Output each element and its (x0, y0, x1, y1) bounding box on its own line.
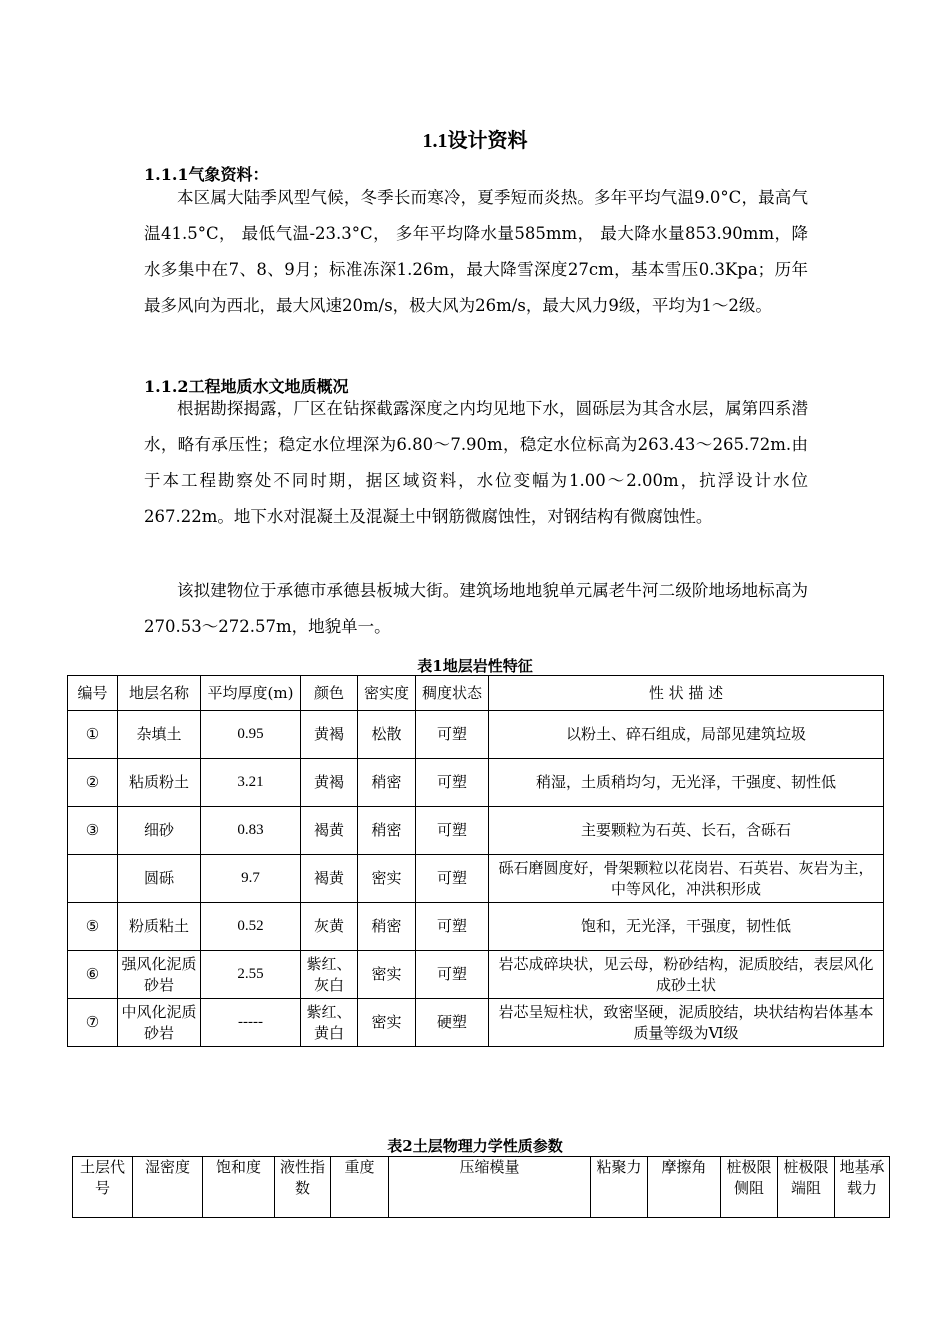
cell-consistency: 硬塑 (416, 999, 489, 1047)
cell-thickness: ----- (201, 999, 301, 1047)
cell-name: 中风化泥质砂岩 (118, 999, 201, 1047)
cell-id: ① (68, 711, 118, 759)
header-cell: 地层名称 (118, 676, 201, 711)
cell-description: 饱和，无光泽，干强度，韧性低 (489, 903, 884, 951)
cell-color: 褐黄 (301, 855, 358, 903)
table-row (68, 903, 884, 951)
geology-paragraph-1: 根据勘探揭露，厂区在钻探截露深度之内均见地下水，圆砾层为其含水层，属第四系潜水，略有承压性；稳定水位埋深为6.80～7.90m，稳定水位标高为263.43～265.72m.由于本工程勘察处不同时期，据区域资料，水位变幅为1.00～2.00m，抗浮设计水位267.22m。地下水对混凝土及混凝土中钢筋微腐蚀性，对钢结构有微腐蚀性。 (144, 399, 808, 526)
cell-name: 杂填土 (118, 711, 201, 759)
header-cell: 编号 (68, 676, 118, 711)
cell-thickness: 2.55 (201, 951, 301, 999)
cell-id: ⑦ (68, 999, 118, 1047)
cell-density: 密实 (358, 951, 416, 999)
header-cell: 饱和度 (203, 1157, 275, 1218)
header-cell: 重度 (331, 1157, 389, 1218)
header-cell: 性 状 描 述 (489, 676, 884, 711)
cell-id (68, 855, 118, 903)
table1-caption: 表1地层岩性特征 (417, 657, 533, 675)
cell-description: 稍湿，土质稍均匀，无光泽，干强度、韧性低 (489, 759, 884, 807)
cell-description: 岩芯成碎块状，见云母，粉砂结构，泥质胶结，表层风化成砂土状 (489, 951, 884, 999)
cell-thickness: 0.83 (201, 807, 301, 855)
cell-consistency: 可塑 (416, 807, 489, 855)
table-row (68, 951, 884, 999)
cell-id: ⑥ (68, 951, 118, 999)
table2-caption: 表2土层物理力学性质参数 (387, 1137, 563, 1155)
cell-consistency: 可塑 (416, 759, 489, 807)
table-header-row (73, 1157, 890, 1218)
cell-density: 稍密 (358, 903, 416, 951)
table-header-row (68, 676, 884, 711)
header-cell: 颜色 (301, 676, 358, 711)
weather-paragraph: 本区属大陆季风型气候，冬季长而寒冷，夏季短而炎热。多年平均气温9.0°C，最高气温41.5°C， 最低气温-23.3°C， 多年平均降水量585mm， 最大降水量853.90mm，降水多集中在7、8、9月；标准冻深1.26m，最大降雪深度27cm，基本雪压0.3Kpa；历年最多风向为西北，最大风速20m/s，极大风为26m/s，最大风力9级，平均为1～2级。 (144, 188, 808, 315)
geology-heading: 1.1.2工程地质水文地质概况 (144, 377, 349, 396)
cell-color: 灰黄 (301, 903, 358, 951)
cell-name: 细砂 (118, 807, 201, 855)
cell-name: 强风化泥质砂岩 (118, 951, 201, 999)
weather-heading: 1.1.1气象资料： (144, 165, 269, 184)
cell-color: 黄褐 (301, 711, 358, 759)
cell-id: ⑤ (68, 903, 118, 951)
header-cell: 土层代号 (73, 1157, 133, 1218)
table-row (68, 711, 884, 759)
cell-consistency: 可塑 (416, 855, 489, 903)
section-title: 1.1设计资料 (422, 130, 528, 152)
table-row (68, 807, 884, 855)
header-cell: 桩极限侧阻 (721, 1157, 778, 1218)
cell-description: 以粉土、碎石组成，局部见建筑垃圾 (489, 711, 884, 759)
cell-description: 砾石磨圆度好，骨架颗粒以花岗岩、石英岩、灰岩为主，中等风化，冲洪积形成 (489, 855, 884, 903)
cell-thickness: 0.95 (201, 711, 301, 759)
soil-parameters-table (72, 1156, 890, 1218)
cell-thickness: 3.21 (201, 759, 301, 807)
cell-thickness: 9.7 (201, 855, 301, 903)
table-row (68, 999, 884, 1047)
cell-density: 稍密 (358, 759, 416, 807)
cell-consistency: 可塑 (416, 951, 489, 999)
header-cell: 压缩模量 (389, 1157, 591, 1218)
strata-table (67, 675, 884, 1047)
cell-color: 褐黄 (301, 807, 358, 855)
cell-color: 紫红、灰白 (301, 951, 358, 999)
header-cell: 桩极限端阻 (778, 1157, 835, 1218)
cell-name: 粘质粉土 (118, 759, 201, 807)
cell-name: 粉质粘土 (118, 903, 201, 951)
table-row (68, 759, 884, 807)
cell-density: 密实 (358, 999, 416, 1047)
header-cell: 密实度 (358, 676, 416, 711)
cell-consistency: 可塑 (416, 711, 489, 759)
cell-id: ② (68, 759, 118, 807)
header-cell: 地基承载力 (835, 1157, 890, 1218)
header-cell: 粘聚力 (591, 1157, 648, 1218)
cell-description: 岩芯呈短柱状，致密坚硬，泥质胶结，块状结构岩体基本质量等级为Ⅵ级 (489, 999, 884, 1047)
header-cell: 液性指数 (275, 1157, 331, 1218)
cell-description: 主要颗粒为石英、长石，含砾石 (489, 807, 884, 855)
header-cell: 平均厚度(m) (201, 676, 301, 711)
table-row (68, 855, 884, 903)
geology-paragraph-2: 该拟建物位于承德市承德县板城大街。建筑场地地貌单元属老牛河二级阶地场地标高为270.53～272.57m，地貌单一。 (144, 581, 808, 636)
cell-color: 黄褐 (301, 759, 358, 807)
cell-thickness: 0.52 (201, 903, 301, 951)
cell-density: 松散 (358, 711, 416, 759)
cell-name: 圆砾 (118, 855, 201, 903)
cell-color: 紫红、黄白 (301, 999, 358, 1047)
cell-id: ③ (68, 807, 118, 855)
cell-density: 密实 (358, 855, 416, 903)
header-cell: 湿密度 (133, 1157, 203, 1218)
header-cell: 稠度状态 (416, 676, 489, 711)
cell-consistency: 可塑 (416, 903, 489, 951)
header-cell: 摩擦角 (648, 1157, 721, 1218)
cell-density: 稍密 (358, 807, 416, 855)
